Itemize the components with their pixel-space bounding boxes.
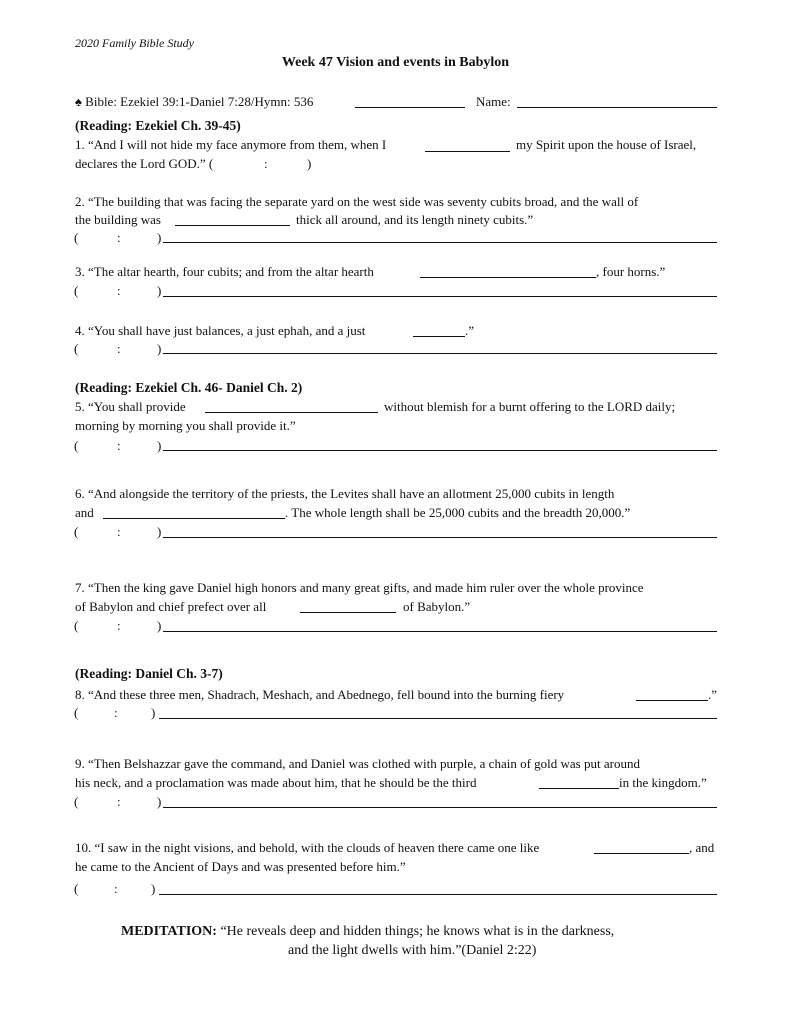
- question-7-text-b: of Babylon and chief prefect over all: [75, 599, 267, 614]
- question-2-answer-line[interactable]: [163, 242, 717, 243]
- bible-line: [355, 107, 465, 108]
- question-3-text-a: 3. “The altar hearth, four cubits; and from the altar hearth: [75, 264, 374, 279]
- study-series-label: 2020 Family Bible Study: [75, 36, 194, 50]
- question-5-text-a: 5. “You shall provide: [75, 399, 186, 414]
- question-4-text-b: .”: [465, 323, 475, 338]
- question-5-answer-line[interactable]: [163, 450, 717, 451]
- question-9-ref-colon: :: [117, 794, 121, 809]
- question-1-ref-colon: :: [264, 156, 268, 171]
- question-3-blank[interactable]: [420, 277, 596, 278]
- question-10-blank[interactable]: [594, 853, 689, 854]
- question-3-ref-open: (: [74, 283, 79, 298]
- question-7-text-c: of Babylon.”: [403, 599, 471, 614]
- question-3-ref-close: ): [157, 283, 162, 298]
- question-6-blank[interactable]: [103, 518, 285, 519]
- question-10-text-a: 10. “I saw in the night visions, and behold, with the clouds of heaven there came one like: [75, 840, 540, 855]
- section-heading-1: (Reading: Ezekiel Ch. 39-45): [75, 118, 241, 133]
- question-4-ref-colon: :: [117, 341, 121, 356]
- question-1-text-a: 1. “And I will not hide my face anymore from them, when I: [75, 137, 387, 152]
- question-6-answer-line[interactable]: [163, 537, 717, 538]
- question-6-text-a: 6. “And alongside the territory of the priests, the Levites shall have an allotment 25,000 cubits in length: [75, 486, 615, 501]
- question-7-ref-open: (: [74, 618, 79, 633]
- meditation-label: MEDITATION:: [121, 924, 217, 939]
- question-1-blank[interactable]: [425, 151, 510, 152]
- section-heading-2: (Reading: Ezekiel Ch. 46- Daniel Ch. 2): [75, 380, 303, 395]
- question-1-text-b: my Spirit upon the house of Israel,: [516, 137, 697, 152]
- question-9-text-b: his neck, and a proclamation was made about him, that he should be the third: [75, 775, 477, 790]
- question-4-ref-open: (: [74, 341, 79, 356]
- question-6-text-b: and: [75, 505, 94, 520]
- bible-reference-label: ♠ Bible: Ezekiel 39:1-Daniel 7:28/Hymn: 536: [75, 94, 314, 109]
- question-5-ref-open: (: [74, 438, 79, 453]
- question-4-answer-line[interactable]: [163, 353, 717, 354]
- question-6-ref-colon: :: [117, 524, 121, 539]
- question-3-text-b: , four horns.”: [596, 264, 666, 279]
- question-2-text-b: the building was: [75, 212, 161, 227]
- question-8-text-b: .”: [708, 687, 718, 702]
- question-1-text-c: declares the Lord GOD.” (: [75, 156, 214, 171]
- question-9-blank[interactable]: [539, 788, 619, 789]
- question-4-blank[interactable]: [413, 336, 465, 337]
- question-10-ref-open: (: [74, 881, 79, 896]
- question-3-answer-line[interactable]: [163, 296, 717, 297]
- question-5-blank[interactable]: [205, 412, 378, 413]
- question-2-text-a: 2. “The building that was facing the separate yard on the west side was seventy cubits broad, and the wall of: [75, 194, 639, 209]
- question-10-text-c: he came to the Ancient of Days and was presented before him.”: [75, 859, 406, 874]
- question-9-text-a: 9. “Then Belshazzar gave the command, and Daniel was clothed with purple, a chain of gold was put around: [75, 756, 640, 771]
- question-5-ref-close: ): [157, 438, 162, 453]
- question-2-ref-open: (: [74, 230, 79, 245]
- question-10-answer-line[interactable]: [159, 894, 717, 895]
- question-6-text-c: . The whole length shall be 25,000 cubits and the breadth 20,000.”: [285, 505, 631, 520]
- meditation-line-1: [121, 924, 614, 940]
- question-2-ref-close: ): [157, 230, 162, 245]
- question-8-ref-close: ): [151, 705, 156, 720]
- question-6-ref-open: (: [74, 524, 79, 539]
- question-8-ref-open: (: [74, 705, 79, 720]
- question-7-ref-colon: :: [117, 618, 121, 633]
- question-6-ref-close: ): [157, 524, 162, 539]
- question-8-answer-line[interactable]: [159, 718, 717, 719]
- question-2-blank[interactable]: [175, 225, 290, 226]
- question-5-text-c: morning by morning you shall provide it.”: [75, 418, 296, 433]
- question-5-text-b: without blemish for a burnt offering to the LORD daily;: [384, 399, 676, 414]
- question-5-ref-colon: :: [117, 438, 121, 453]
- question-7-answer-line[interactable]: [163, 631, 717, 632]
- question-10-text-b: , and: [689, 840, 715, 855]
- question-8-blank[interactable]: [636, 700, 708, 701]
- question-9-answer-line[interactable]: [163, 807, 717, 808]
- name-label: Name:: [476, 94, 511, 109]
- question-3-ref-colon: :: [117, 283, 121, 298]
- question-4-ref-close: ): [157, 341, 162, 356]
- meditation-quote-1: “He reveals deep and hidden things; he knows what is in the darkness,: [220, 924, 615, 939]
- page-title: Week 47 Vision and events in Babylon: [281, 55, 510, 70]
- question-1-ref-close: ): [307, 156, 312, 171]
- section-heading-3: (Reading: Daniel Ch. 3-7): [75, 666, 223, 681]
- question-9-ref-close: ): [157, 794, 162, 809]
- question-10-ref-close: ): [151, 881, 156, 896]
- question-7-text-a: 7. “Then the king gave Daniel high honors and many great gifts, and made him ruler over the whole province: [75, 580, 644, 595]
- question-2-text-c: thick all around, and its length ninety cubits.”: [296, 212, 534, 227]
- question-2-ref-colon: :: [117, 230, 121, 245]
- question-4-text-a: 4. “You shall have just balances, a just ephah, and a just: [75, 323, 366, 338]
- question-7-blank[interactable]: [300, 612, 396, 613]
- question-8-text-a: 8. “And these three men, Shadrach, Meshach, and Abednego, fell bound into the burning fiery: [75, 687, 565, 702]
- question-7-ref-close: ): [157, 618, 162, 633]
- question-9-text-c: in the kingdom.”: [619, 775, 707, 790]
- name-field[interactable]: [517, 107, 717, 108]
- question-8-ref-colon: :: [114, 705, 118, 720]
- question-10-ref-colon: :: [114, 881, 118, 896]
- question-9-ref-open: (: [74, 794, 79, 809]
- meditation-quote-2: and the light dwells with him.”(Daniel 2:22): [288, 943, 537, 958]
